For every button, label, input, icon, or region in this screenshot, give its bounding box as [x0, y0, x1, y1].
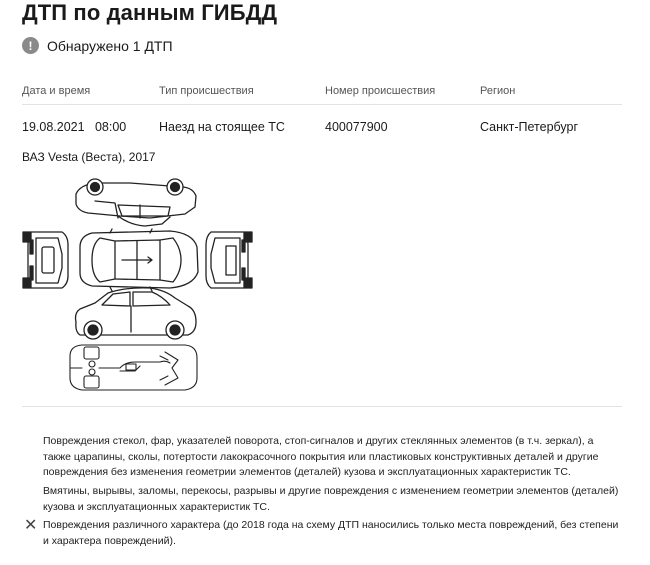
legend-item-various: Повреждения различного характера (до 2018 года на схему ДТП наносились только места повреждений, без степени и характера повреждений). — [43, 519, 619, 547]
column-header-date: Дата и время — [22, 85, 91, 97]
car-underbody-view — [70, 345, 197, 390]
column-header-region: Регион — [480, 85, 516, 97]
car-front-view — [206, 232, 252, 288]
cell-type: Наезд на стоящее ТС — [159, 120, 285, 134]
column-header-number: Номер происшествия — [325, 85, 436, 97]
column-header-type: Тип происшествия — [159, 85, 254, 97]
legend-item-geometry: Вмятины, вырывы, заломы, перекосы, разрывы и другие повреждения с изменением геометрии элементов (деталей) кузова и эксплуатационных характеристик ТС. — [43, 485, 619, 513]
cell-number: 400077900 — [325, 120, 388, 134]
cell-date: 19.08.2021 08:00 — [22, 120, 127, 134]
page-title: ДТП по данным ГИБДД — [22, 0, 278, 25]
car-side-view-bottom — [76, 288, 197, 339]
car-top-view — [80, 229, 198, 291]
legend-divider — [22, 406, 622, 407]
vehicle-name: ВАЗ Vesta (Веста), 2017 — [22, 150, 156, 164]
car-rear-view — [23, 232, 68, 288]
cross-icon: ✕ — [24, 517, 38, 534]
car-side-view-top — [76, 179, 196, 226]
summary-text: Обнаружено 1 ДТП — [47, 37, 173, 54]
exclamation-icon: ! — [22, 37, 39, 54]
legend-item-minor: Повреждения стекол, фар, указателей поворота, стоп-сигналов и других стеклянных элементов (в т.ч. зеркал), а также царапины, сколы, потертости лакокрасочного покрытия или пластиковых конструктивных деталей и другие повреждения без изменения геометрии элементов (деталей) кузова и эксплуатационных характеристик ТС. — [43, 435, 599, 478]
cell-region: Санкт-Петербург — [480, 120, 579, 134]
